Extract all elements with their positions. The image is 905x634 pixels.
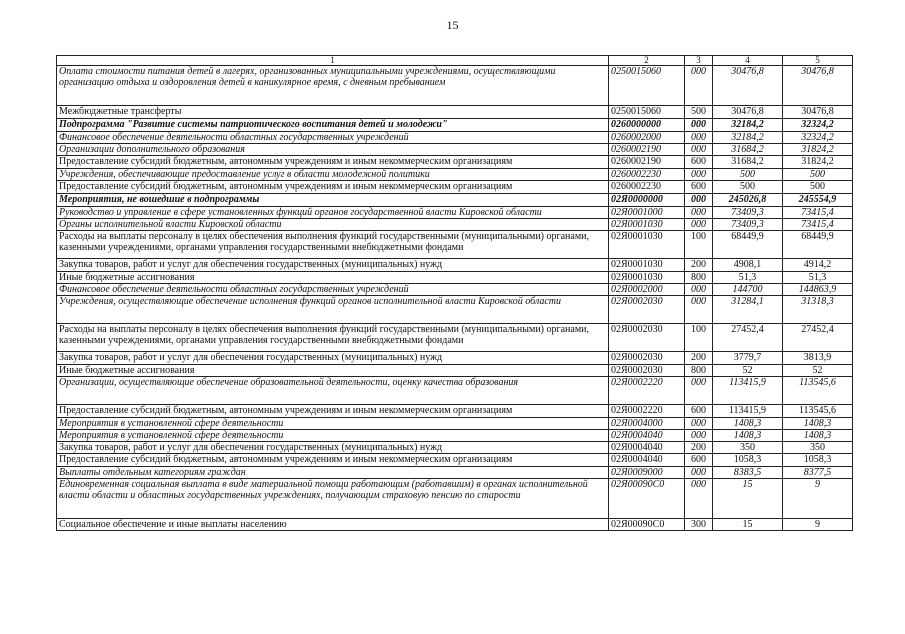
row-value-col4-cell: 8383,5: [713, 467, 783, 479]
table-row: [57, 119, 853, 132]
row-type-cell: 000: [685, 194, 713, 207]
header-col-2: 2: [609, 56, 685, 66]
row-name-cell: Закупка товаров, работ и услуг для обеспечения государственных (муниципальных) нужд: [57, 442, 609, 454]
row-name-cell: Финансовое обеспечение деятельности областных государственных учреждений: [57, 132, 609, 144]
row-name-cell: Руководство и управление в сфере установленных функций органов государственной власти Кировской области: [57, 207, 609, 219]
table-row: [57, 219, 853, 231]
row-type-cell: 000: [685, 284, 713, 296]
row-value-col5-cell: 1408,3: [783, 430, 853, 442]
row-value-col4-cell: 51,3: [713, 272, 783, 284]
row-name-cell: Предоставление субсидий бюджетным, автономным учреждениям и иным некоммерческим организациям: [57, 156, 609, 169]
table-row: [57, 156, 853, 169]
row-value-col5-cell: 113545,6: [783, 405, 853, 418]
row-code-cell: 0260000000: [609, 119, 685, 132]
row-value-col5-cell: 27452,4: [783, 324, 853, 352]
row-name-cell: Мероприятия в установленной сфере деятельности: [57, 430, 609, 442]
row-name-cell: Расходы на выплаты персоналу в целях обеспечения выполнения функций государственными (муниципальными) органами, казенными учреждениями, органами управления государственными внебюджетными фондами: [57, 231, 609, 259]
row-code-cell: 02Я0001030: [609, 231, 685, 259]
row-name-cell: Мероприятия в установленной сфере деятельности: [57, 418, 609, 430]
row-value-col4-cell: 27452,4: [713, 324, 783, 352]
row-code-cell: 02Я00090С0: [609, 519, 685, 531]
table-row: [57, 519, 853, 531]
row-name-cell: Учреждения, обеспечивающие предоставление услуг в области молодежной политики: [57, 169, 609, 181]
row-value-col5-cell: 1408,3: [783, 418, 853, 430]
row-code-cell: 02Я0001030: [609, 272, 685, 284]
row-code-cell: 0260002230: [609, 181, 685, 194]
row-name-cell: Единовременная социальная выплата в виде материальной помощи работающим (работавшим) в органах исполнительной власти области и областных государственных учреждениях, получающим страховую пенсию по старости: [57, 479, 609, 519]
table-row: [57, 377, 853, 405]
table-row: [57, 231, 853, 259]
row-name-cell: Организации дополнительного образования: [57, 144, 609, 156]
row-code-cell: 02Я0002030: [609, 324, 685, 352]
row-code-cell: 02Я0001030: [609, 219, 685, 231]
row-type-cell: 600: [685, 156, 713, 169]
row-type-cell: 000: [685, 377, 713, 405]
row-value-col5-cell: 30476,8: [783, 106, 853, 119]
row-value-col5-cell: 8377,5: [783, 467, 853, 479]
row-value-col5-cell: 52: [783, 365, 853, 377]
table-row: [57, 259, 853, 272]
row-value-col4-cell: 68449,9: [713, 231, 783, 259]
row-value-col4-cell: 52: [713, 365, 783, 377]
row-name-cell: Финансовое обеспечение деятельности областных государственных учреждений: [57, 284, 609, 296]
row-value-col5-cell: 144863,9: [783, 284, 853, 296]
row-code-cell: 02Я0002030: [609, 365, 685, 377]
table-row: [57, 169, 853, 181]
table-row: [57, 207, 853, 219]
row-value-col4-cell: 245026,8: [713, 194, 783, 207]
table-row: [57, 324, 853, 352]
row-value-col5-cell: 245554,9: [783, 194, 853, 207]
row-type-cell: 500: [685, 106, 713, 119]
row-name-cell: Закупка товаров, работ и услуг для обеспечения государственных (муниципальных) нужд: [57, 352, 609, 365]
table-row: [57, 365, 853, 377]
row-name-cell: Органы исполнительной власти Кировской области: [57, 219, 609, 231]
table-row: [57, 296, 853, 324]
row-value-col5-cell: 9: [783, 479, 853, 519]
row-type-cell: 000: [685, 207, 713, 219]
row-value-col5-cell: 3813,9: [783, 352, 853, 365]
table-row: [57, 454, 853, 467]
row-value-col5-cell: 31824,2: [783, 156, 853, 169]
row-value-col5-cell: 4914,2: [783, 259, 853, 272]
header-col-3: 3: [685, 56, 713, 66]
row-value-col5-cell: 32324,2: [783, 132, 853, 144]
table-row: [57, 272, 853, 284]
row-name-cell: Иные бюджетные ассигнования: [57, 272, 609, 284]
row-name-cell: Социальное обеспечение и иные выплаты населению: [57, 519, 609, 531]
row-code-cell: 02Я0002000: [609, 284, 685, 296]
row-type-cell: 100: [685, 324, 713, 352]
row-code-cell: 02Я0002220: [609, 405, 685, 418]
row-value-col4-cell: 15: [713, 479, 783, 519]
table-row: [57, 430, 853, 442]
row-type-cell: 000: [685, 132, 713, 144]
row-value-col4-cell: 500: [713, 181, 783, 194]
row-type-cell: 000: [685, 144, 713, 156]
header-col-4: 4: [713, 56, 783, 66]
row-code-cell: 02Я0001030: [609, 259, 685, 272]
row-value-col5-cell: 68449,9: [783, 231, 853, 259]
row-type-cell: 000: [685, 430, 713, 442]
row-value-col4-cell: 73409,3: [713, 207, 783, 219]
table-row: [57, 405, 853, 418]
row-value-col4-cell: 31284,1: [713, 296, 783, 324]
budget-table: [56, 55, 853, 531]
table-row: [57, 66, 853, 106]
row-type-cell: 800: [685, 365, 713, 377]
row-code-cell: 02Я0002220: [609, 377, 685, 405]
row-value-col4-cell: 144700: [713, 284, 783, 296]
row-value-col4-cell: 1058,3: [713, 454, 783, 467]
table-row: [57, 352, 853, 365]
row-code-cell: 0250015060: [609, 106, 685, 119]
row-value-col5-cell: 9: [783, 519, 853, 531]
row-code-cell: 0250015060: [609, 66, 685, 106]
row-value-col4-cell: 113415,9: [713, 377, 783, 405]
row-name-cell: Выплаты отдельным категориям граждан: [57, 467, 609, 479]
row-value-col5-cell: 1058,3: [783, 454, 853, 467]
row-name-cell: Организации, осуществляющие обеспечение образовательной деятельности, оценку качества образования: [57, 377, 609, 405]
page-number: 15: [446, 18, 459, 32]
table-row: [57, 479, 853, 519]
row-value-col5-cell: 113545,6: [783, 377, 853, 405]
row-value-col4-cell: 500: [713, 169, 783, 181]
row-name-cell: Предоставление субсидий бюджетным, автономным учреждениям и иным некоммерческим организациям: [57, 454, 609, 467]
row-value-col5-cell: 500: [783, 169, 853, 181]
row-value-col4-cell: 350: [713, 442, 783, 454]
row-value-col4-cell: 32184,2: [713, 132, 783, 144]
row-value-col4-cell: 15: [713, 519, 783, 531]
table-row: [57, 194, 853, 207]
row-type-cell: 000: [685, 467, 713, 479]
row-type-cell: 200: [685, 442, 713, 454]
header-col-5: 5: [783, 56, 853, 66]
row-value-col4-cell: 3779,7: [713, 352, 783, 365]
row-code-cell: 02Я0004040: [609, 430, 685, 442]
row-code-cell: 02Я0000000: [609, 194, 685, 207]
row-type-cell: 600: [685, 181, 713, 194]
row-value-col4-cell: 1408,3: [713, 418, 783, 430]
row-code-cell: 0260002230: [609, 169, 685, 181]
row-type-cell: 200: [685, 352, 713, 365]
table-row: [57, 132, 853, 144]
row-value-col4-cell: 30476,8: [713, 66, 783, 106]
row-name-cell: Межбюджетные трансферты: [57, 106, 609, 119]
row-type-cell: 600: [685, 405, 713, 418]
row-value-col4-cell: 30476,8: [713, 106, 783, 119]
table-row: [57, 467, 853, 479]
table-row: [57, 442, 853, 454]
row-type-cell: 800: [685, 272, 713, 284]
row-type-cell: 000: [685, 219, 713, 231]
row-type-cell: 000: [685, 479, 713, 519]
row-value-col5-cell: 350: [783, 442, 853, 454]
row-type-cell: 100: [685, 231, 713, 259]
table-row: [57, 284, 853, 296]
row-value-col4-cell: 32184,2: [713, 119, 783, 132]
row-value-col4-cell: 113415,9: [713, 405, 783, 418]
row-code-cell: 02Я0004040: [609, 442, 685, 454]
row-value-col4-cell: 73409,3: [713, 219, 783, 231]
row-value-col5-cell: 31824,2: [783, 144, 853, 156]
row-type-cell: 200: [685, 259, 713, 272]
row-code-cell: 02Я0009000: [609, 467, 685, 479]
table-row: [57, 144, 853, 156]
table-row: [57, 106, 853, 119]
table-row: [57, 418, 853, 430]
row-code-cell: 0260002190: [609, 156, 685, 169]
row-type-cell: 000: [685, 418, 713, 430]
row-code-cell: 0260002190: [609, 144, 685, 156]
row-type-cell: 300: [685, 519, 713, 531]
row-value-col5-cell: 73415,4: [783, 207, 853, 219]
row-code-cell: 02Я0001000: [609, 207, 685, 219]
row-code-cell: 02Я0002030: [609, 352, 685, 365]
row-value-col5-cell: 73415,4: [783, 219, 853, 231]
row-value-col5-cell: 51,3: [783, 272, 853, 284]
row-value-col4-cell: 1408,3: [713, 430, 783, 442]
row-value-col5-cell: 500: [783, 181, 853, 194]
row-type-cell: 000: [685, 169, 713, 181]
table-row: [57, 181, 853, 194]
row-value-col4-cell: 31684,2: [713, 144, 783, 156]
row-name-cell: Мероприятия, не вошедшие в подпрограммы: [57, 194, 609, 207]
row-name-cell: Оплата стоимости питания детей в лагерях, организованных муниципальными учреждениями, осуществляющими организацию отдыха и оздоровления детей в каникулярное время, с дневным пребыванием: [57, 66, 609, 106]
header-col-1: 1: [57, 56, 609, 66]
row-value-col5-cell: 30476,8: [783, 66, 853, 106]
row-type-cell: 000: [685, 119, 713, 132]
row-code-cell: 02Я0004000: [609, 418, 685, 430]
row-name-cell: Учреждения, осуществляющие обеспечение исполнения функций органов исполнительной власти Кировской области: [57, 296, 609, 324]
row-name-cell: Подпрограмма "Развитие системы патриотического воспитания детей и молодежи": [57, 119, 609, 132]
row-name-cell: Закупка товаров, работ и услуг для обеспечения государственных (муниципальных) нужд: [57, 259, 609, 272]
row-name-cell: Иные бюджетные ассигнования: [57, 365, 609, 377]
row-type-cell: 000: [685, 296, 713, 324]
row-value-col5-cell: 32324,2: [783, 119, 853, 132]
row-code-cell: 02Я0002030: [609, 296, 685, 324]
row-code-cell: 02Я00090С0: [609, 479, 685, 519]
row-value-col4-cell: 4908,1: [713, 259, 783, 272]
row-value-col5-cell: 31318,3: [783, 296, 853, 324]
row-code-cell: 02Я0004040: [609, 454, 685, 467]
row-value-col4-cell: 31684,2: [713, 156, 783, 169]
row-type-cell: 000: [685, 66, 713, 106]
row-type-cell: 600: [685, 454, 713, 467]
row-name-cell: Предоставление субсидий бюджетным, автономным учреждениям и иным некоммерческим организациям: [57, 405, 609, 418]
header-row: [57, 56, 853, 66]
row-code-cell: 0260002000: [609, 132, 685, 144]
row-name-cell: Расходы на выплаты персоналу в целях обеспечения выполнения функций государственными (муниципальными) органами, казенными учреждениями, органами управления государственными внебюджетными фондами: [57, 324, 609, 352]
row-name-cell: Предоставление субсидий бюджетным, автономным учреждениям и иным некоммерческим организациям: [57, 181, 609, 194]
